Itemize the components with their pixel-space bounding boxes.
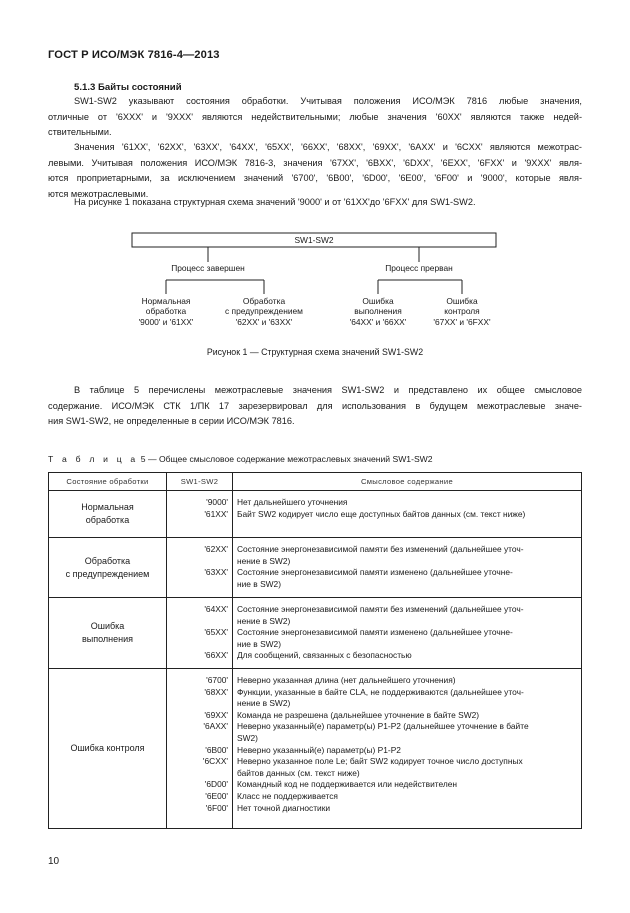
- code-value: '6AXX': [203, 721, 228, 732]
- meaning-cell: [233, 668, 582, 828]
- paragraph-4: [48, 383, 582, 430]
- code-value: '66XX': [204, 650, 228, 661]
- table-row: [49, 668, 582, 828]
- leaf-line: Нормальная: [141, 296, 191, 306]
- meaning-line: ние в SW2): [237, 578, 282, 589]
- header-meaning: Смысловое содержание: [233, 473, 582, 491]
- text-line: SW1-SW2 указывают состояния обработки. Учитывая положения ИСО/МЭК 7816 любые значения,: [74, 96, 582, 106]
- table-caption-text: 5 — Общее смысловое содержание межотраслевых значений SW1-SW2: [138, 454, 433, 464]
- code-value: '68XX': [204, 686, 228, 697]
- meaning-cell: [233, 598, 582, 669]
- code-cell: [167, 598, 233, 669]
- meaning-line: Неверно указанная длина (нет дальнейшего уточнения): [237, 674, 456, 685]
- leaf-line: '67XX' и '6FXX': [433, 316, 491, 327]
- meaning-line: Для сообщений, связанных с безопасностью: [237, 650, 412, 661]
- state-cell: [49, 538, 167, 598]
- meaning-line: Нет точной диагностики: [237, 802, 331, 813]
- code-value: '6CXX': [202, 756, 228, 767]
- meaning-line: нение в SW2): [237, 698, 291, 709]
- meaning-line: Неверно указанное поле Le; байт SW2 кодирует точное число доступных: [237, 756, 523, 767]
- leaf-line: '64XX' и '66XX': [349, 316, 407, 327]
- diagram-lines: [0, 0, 630, 380]
- meaning-line: нение в SW2): [237, 555, 291, 566]
- state-cell: [49, 491, 167, 538]
- meaning-line: SW2): [237, 732, 258, 743]
- meaning-line: Класс не поддерживается: [237, 790, 338, 801]
- leaf-checking-error: [417, 296, 507, 327]
- code-value: '61XX': [204, 508, 228, 519]
- leaf-line: Ошибка: [362, 296, 394, 306]
- meaning-line: ние в SW2): [237, 638, 282, 649]
- meaning-line: Неверно указанный(е) параметр(ы) P1-P2: [237, 744, 401, 755]
- text-line: Значения '61XX', '62XX', '63XX', '64XX', '65XX', '66XX', '68XX', '69XX', '6AXX' и '6CXX' являются межотрас-: [74, 142, 582, 152]
- text-line: ствительными.: [48, 127, 112, 138]
- meaning-cell: [233, 491, 582, 538]
- code-value: '6700': [206, 674, 228, 685]
- leaf-warning-processing: [214, 296, 314, 327]
- meaning-line: Функции, указанные в байте CLA, не поддерживаются (дальнейшее уточ-: [237, 686, 524, 697]
- code-value: '9000': [206, 497, 228, 507]
- leaf-line: Обработка: [242, 296, 286, 306]
- leaf-execution-error: [333, 296, 423, 327]
- leaf-line: обработка: [145, 306, 187, 317]
- state-cell: [49, 598, 167, 669]
- text-line: На рисунке 1 показана структурная схема значений '9000' и от '61XX'до '6FXX' для SW1-SW2.: [74, 197, 476, 207]
- code-value: '69XX': [204, 709, 228, 720]
- table-row: [49, 598, 582, 669]
- code-value: '6D00': [204, 779, 228, 790]
- meaning-line: Состояние энергонезависимой памяти без изменений (дальнейшее уточ-: [237, 544, 524, 554]
- text-line: отличные от '6XXX' и '9XXX' являются недействительными; любые значения '60XX' являются также недей-: [48, 111, 582, 122]
- section-title: 5.1.3 Байты состояний: [74, 82, 182, 93]
- leaf-line: '62XX' и '63XX': [235, 316, 293, 327]
- table-row: [49, 491, 582, 538]
- meaning-line: Командный код не поддерживается или недействителен: [237, 779, 458, 790]
- state-line: с предупреждением: [65, 568, 150, 579]
- meaning-cell: [233, 538, 582, 598]
- code-value: '6B00': [205, 744, 228, 755]
- meaning-line: Неверно указанный(е) параметр(ы) P1-P2 (дальнейшее уточнение в байте: [237, 721, 529, 732]
- leaf-line: контроля: [444, 306, 480, 317]
- state-line: Нормальная: [81, 502, 134, 512]
- code-value: '6E00': [205, 790, 228, 801]
- meaning-line: Нет дальнейшего уточнения: [237, 497, 348, 507]
- leaf-line: с предупреждением: [225, 306, 303, 317]
- code-value: '63XX': [204, 567, 228, 578]
- meaning-line: Состояние энергонезависимой памяти изменено (дальнейшее уточне-: [237, 567, 513, 578]
- table-row: [49, 538, 582, 598]
- text-line: содержание. ИСО/МЭК СТК 1/ПК 17 зарезервировал для использования в будущем межотраслевые значе-: [48, 400, 582, 411]
- leaf-line: выполнения: [354, 306, 402, 317]
- state-line: Обработка: [84, 555, 131, 566]
- status-table: [48, 472, 582, 829]
- code-value: '62XX': [204, 544, 228, 554]
- root-label: SW1-SW2: [294, 235, 334, 245]
- table-header-row: [49, 473, 582, 491]
- state-cell: [49, 668, 167, 828]
- leaf-line: Ошибка: [446, 296, 478, 306]
- text-line: ются межотраслевыми.: [48, 188, 149, 199]
- text-line: В таблице 5 перечислены межотраслевые значения SW1-SW2 и представлено их общее смысловое: [74, 385, 582, 395]
- state-line: Ошибка контроля: [70, 742, 145, 753]
- meaning-line: Байт SW2 кодирует число еще доступных байтов данных (см. текст ниже): [237, 508, 526, 519]
- figure-caption: Рисунок 1 — Структурная схема значений SW1-SW2: [206, 347, 424, 357]
- meaning-line: байтов данных (см. текст ниже): [237, 767, 360, 778]
- state-line: Ошибка: [90, 620, 125, 631]
- meaning-line: Команда не разрешена (дальнейшее уточнение в байте SW2): [237, 709, 480, 720]
- branch-completed-label: Процесс завершен: [171, 263, 245, 273]
- code-value: '64XX': [204, 604, 228, 614]
- table-caption-prefix: Т а б л и ц а: [48, 454, 139, 464]
- text-line: ния SW1-SW2, не определенные в серии ИСО/МЭК 7816.: [48, 416, 295, 427]
- meaning-line: нение в SW2): [237, 615, 291, 626]
- text-line: ются проприетарными, за исключением значений '6700', '6B00', '6D00', '6E00', '6F00' и '9000', которые явля-: [48, 173, 582, 184]
- header-state: Состояние обработки: [49, 473, 167, 491]
- leaf-line: '9000' и '61XX': [138, 316, 194, 327]
- state-line: обработка: [85, 515, 130, 525]
- structure-diagram: [0, 0, 630, 380]
- code-cell: [167, 491, 233, 538]
- page-number: 10: [48, 856, 60, 867]
- meaning-line: Состояние энергонезависимой памяти изменено (дальнейшее уточне-: [237, 627, 513, 638]
- meaning-line: Состояние энергонезависимой памяти без изменений (дальнейшее уточ-: [237, 604, 524, 614]
- header-code: SW1-SW2: [167, 473, 233, 491]
- document-header: ГОСТ Р ИСО/МЭК 7816-4—2013: [48, 49, 220, 61]
- code-value: '65XX': [204, 627, 228, 638]
- state-line: выполнения: [81, 633, 134, 644]
- branch-aborted-label: Процесс прерван: [385, 263, 453, 273]
- leaf-normal-processing: [121, 296, 211, 327]
- code-cell: [167, 668, 233, 828]
- text-line: левыми. Учитывая положения ИСО/МЭК 7816-3, значения '67XX', '6BXX', '6DXX', '6EXX', '6FXX' и '9XXX' явля-: [48, 157, 582, 168]
- table-caption: [48, 454, 433, 464]
- code-value: '6F00': [205, 802, 228, 813]
- code-cell: [167, 538, 233, 598]
